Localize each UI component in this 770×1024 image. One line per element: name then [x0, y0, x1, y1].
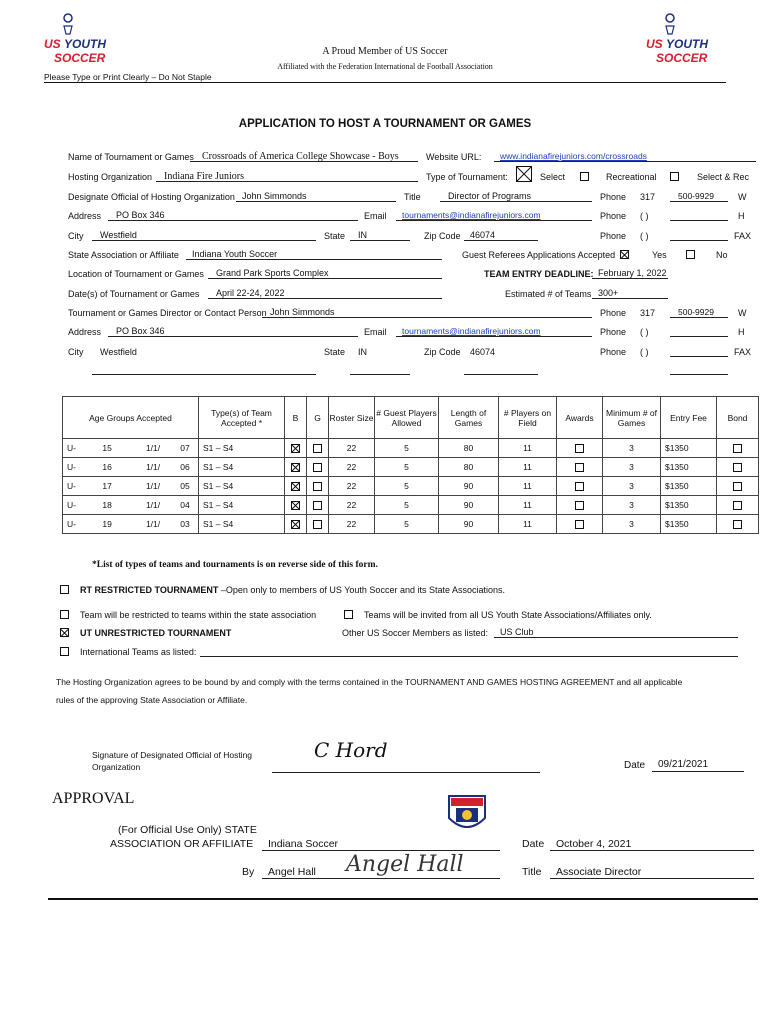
cell-u: U-	[63, 458, 99, 477]
cell-bond-checkbox[interactable]	[717, 458, 759, 477]
cell-roster: 22	[329, 439, 375, 458]
no-label: No	[716, 250, 728, 260]
header-divider	[44, 82, 726, 83]
director-label: Tournament or Games Director or Contact Person	[68, 308, 267, 318]
cell-boys-checkbox[interactable]	[285, 458, 307, 477]
d-city-label: City	[68, 347, 84, 357]
d-phone-fax-paren: ( )	[640, 347, 649, 357]
hosting-value: Indiana Fire Juniors	[164, 171, 244, 182]
empty-box-icon[interactable]	[733, 501, 742, 510]
cell-girls-checkbox[interactable]	[307, 439, 329, 458]
sig-date-label: Date	[624, 760, 646, 771]
svg-text:US: US	[646, 37, 663, 51]
state-label: State	[324, 231, 346, 241]
hosting-signature: C Hord	[314, 738, 388, 762]
cell-date: 1/1/	[134, 515, 172, 534]
cell-awards-checkbox[interactable]	[557, 515, 603, 534]
recreational-checkbox[interactable]	[580, 172, 589, 181]
cell-u: U-	[63, 496, 99, 515]
checked-box-icon[interactable]	[291, 520, 300, 529]
empty-box-icon[interactable]	[575, 501, 584, 510]
zip-value: 46074	[470, 230, 496, 240]
cell-roster: 22	[329, 458, 375, 477]
cell-u: U-	[63, 439, 99, 458]
cell-bond-checkbox[interactable]	[717, 477, 759, 496]
designate-label: Designate Official of Hosting Organization	[68, 192, 235, 202]
cell-min-games: 3	[603, 477, 661, 496]
cell-girls-checkbox[interactable]	[307, 515, 329, 534]
cell-length: 90	[439, 496, 499, 515]
th-awards: Awards	[557, 397, 603, 439]
cell-min-games: 3	[603, 496, 661, 515]
list-note: *List of types of teams and tournaments is on reverse side of this form.	[92, 560, 378, 570]
cell-min-games: 3	[603, 439, 661, 458]
d-email-value[interactable]: tournaments@indianafirejuniors.com	[402, 326, 541, 336]
footer-divider	[48, 898, 758, 900]
international-checkbox[interactable]	[60, 647, 69, 656]
cell-type: S1 – S4	[199, 515, 285, 534]
blank-line-3	[464, 374, 538, 375]
cell-bond-checkbox[interactable]	[717, 496, 759, 515]
th-g: G	[307, 397, 329, 439]
cell-players: 11	[499, 496, 557, 515]
cell-type: S1 – S4	[199, 439, 285, 458]
cell-awards-checkbox[interactable]	[557, 458, 603, 477]
empty-box-icon[interactable]	[313, 463, 322, 472]
svg-text:SOCCER: SOCCER	[54, 51, 106, 65]
th-players: # Players on Field	[499, 397, 557, 439]
table-row	[63, 458, 759, 477]
empty-box-icon[interactable]	[733, 520, 742, 529]
cell-fee: $1350	[661, 477, 717, 496]
d-w-label: W	[738, 308, 747, 318]
cell-guest: 5	[375, 477, 439, 496]
cell-girls-checkbox[interactable]	[307, 458, 329, 477]
cell-u: U-	[63, 477, 99, 496]
cell-length: 80	[439, 439, 499, 458]
cell-awards-checkbox[interactable]	[557, 477, 603, 496]
guest-ref-label: Guest Referees Applications Accepted	[462, 250, 616, 260]
website-label: Website URL:	[426, 152, 482, 162]
cell-year: 06	[172, 458, 199, 477]
rt-rest: –Open only to members of US Youth Soccer and its State Associations.	[218, 585, 506, 595]
recreational-label: Recreational	[606, 172, 657, 182]
sig-date-value: 09/21/2021	[658, 759, 709, 770]
fax-label: FAX	[734, 231, 752, 241]
invited-label: Teams will be invited from all US Youth State Associations/Affiliates only.	[364, 610, 652, 620]
th-types: Type(s) of Team Accepted *	[199, 397, 285, 439]
th-b: B	[285, 397, 307, 439]
empty-box-icon[interactable]	[575, 463, 584, 472]
director-value: John Simmonds	[270, 307, 335, 317]
empty-box-icon[interactable]	[733, 444, 742, 453]
yes-label: Yes	[652, 250, 667, 260]
select-checkbox-checked[interactable]	[516, 166, 532, 182]
th-entry-fee: Entry Fee	[661, 397, 717, 439]
cell-date: 1/1/	[134, 477, 172, 496]
affiliated-text: Affiliated with the Federation International de Football Association	[277, 62, 493, 71]
international-label: International Teams as listed:	[80, 647, 197, 657]
address-value: PO Box 346	[116, 210, 165, 220]
fax-field[interactable]	[670, 229, 728, 241]
d-fax-field[interactable]	[670, 345, 728, 357]
checked-box-icon[interactable]	[291, 463, 300, 472]
rt-checkbox[interactable]	[60, 585, 69, 594]
other-members-label: Other US Soccer Members as listed:	[342, 628, 489, 638]
age-groups-table	[62, 396, 759, 534]
cell-awards-checkbox[interactable]	[557, 496, 603, 515]
w-label: W	[738, 192, 747, 202]
d-address-value: PO Box 346	[116, 326, 165, 336]
cell-fee: $1350	[661, 439, 717, 458]
d-city-value: Westfield	[100, 347, 137, 357]
deadline-label: TEAM ENTRY DEADLINE:	[484, 269, 594, 279]
phone-fax-paren: ( )	[640, 231, 649, 241]
d-phone-h-field[interactable]	[670, 325, 728, 337]
blank-line-4	[670, 374, 728, 375]
empty-box-icon[interactable]	[575, 520, 584, 529]
approval-title-label: Title	[522, 866, 542, 878]
d-address-label: Address	[68, 327, 102, 337]
checked-box-icon[interactable]	[291, 501, 300, 510]
official-use-1: (For Official Use Only) STATE	[118, 824, 257, 836]
cell-fee: $1350	[661, 496, 717, 515]
cell-guest: 5	[375, 458, 439, 477]
phone-h-paren: ( )	[640, 211, 649, 221]
table-row	[63, 439, 759, 458]
state-restricted-checkbox[interactable]	[60, 610, 69, 619]
email-value[interactable]: tournaments@indianafirejuniors.com	[402, 210, 541, 220]
dates-label: Date(s) of Tournament or Games	[68, 289, 200, 299]
cell-girls-checkbox[interactable]	[307, 477, 329, 496]
cell-age: 16	[98, 458, 134, 477]
approval-signature: Angel Hall	[346, 852, 464, 877]
name-label: Name of Tournament or Games	[68, 152, 194, 162]
d-phone-h-paren: ( )	[640, 327, 649, 337]
th-roster: Roster Size	[329, 397, 375, 439]
cell-year: 04	[172, 496, 199, 515]
d-zip-value: 46074	[470, 347, 496, 357]
table-row	[63, 515, 759, 534]
empty-box-icon[interactable]	[733, 482, 742, 491]
select-rec-checkbox[interactable]	[670, 172, 679, 181]
proud-member-text: A Proud Member of US Soccer	[322, 46, 448, 57]
d-email-label: Email	[364, 327, 387, 337]
zip-label: Zip Code	[424, 231, 461, 241]
cell-guest: 5	[375, 515, 439, 534]
d-phone-number: 500-9929	[678, 307, 714, 317]
d-zip-label: Zip Code	[424, 347, 461, 357]
cell-roster: 22	[329, 477, 375, 496]
approval-title-value: Associate Director	[556, 866, 642, 878]
cell-date: 1/1/	[134, 439, 172, 458]
cell-age: 17	[98, 477, 134, 496]
cell-guest: 5	[375, 496, 439, 515]
select-label: Select	[540, 172, 566, 182]
international-field[interactable]	[200, 645, 738, 657]
assoc-label: State Association or Affiliate	[68, 250, 179, 260]
cell-length: 90	[439, 515, 499, 534]
cell-fee: $1350	[661, 515, 717, 534]
empty-box-icon[interactable]	[313, 520, 322, 529]
location-value: Grand Park Sports Complex	[216, 268, 329, 278]
other-members-value: US Club	[500, 627, 534, 637]
d-phone-label: Phone	[600, 308, 627, 318]
select-rec-label: Select & Rec	[697, 172, 750, 182]
empty-box-icon[interactable]	[733, 463, 742, 472]
cell-min-games: 3	[603, 515, 661, 534]
hosting-label: Hosting Organization	[68, 172, 153, 182]
cell-year: 05	[172, 477, 199, 496]
cell-year: 07	[172, 439, 199, 458]
d-fax-label: FAX	[734, 347, 752, 357]
ut-checkbox[interactable]	[60, 628, 69, 637]
approval-assoc-value: Indiana Soccer	[268, 838, 339, 850]
website-value[interactable]: www.indianafirejuniors.com/crossroads	[500, 151, 647, 161]
agreement-line-1: The Hosting Organization agrees to be bound by and comply with the terms contained in the TOURNAMENT AND GAMES HOSTING AGREEMENT and all applicable	[56, 677, 683, 687]
th-length: Length of Games	[439, 397, 499, 439]
svg-text:YOUTH: YOUTH	[666, 37, 708, 51]
location-label: Location of Tournament or Games	[68, 269, 204, 279]
state-value: IN	[358, 230, 367, 240]
table-row	[63, 496, 759, 515]
empty-box-icon[interactable]	[575, 482, 584, 491]
empty-box-icon[interactable]	[575, 444, 584, 453]
cell-age: 18	[98, 496, 134, 515]
cell-roster: 22	[329, 496, 375, 515]
cell-players: 11	[499, 515, 557, 534]
cell-year: 03	[172, 515, 199, 534]
ut-label: UT UNRESTRICTED TOURNAMENT	[80, 628, 232, 638]
blank-line-2	[350, 374, 410, 375]
d-state-value: IN	[358, 347, 367, 357]
phone-area: 317	[640, 192, 656, 202]
address-label: Address	[68, 211, 102, 221]
title-value: Director of Programs	[448, 191, 532, 201]
est-teams-label: Estimated # of Teams	[505, 289, 592, 299]
signature-label-2: Organization	[92, 762, 141, 772]
by-value: Angel Hall	[268, 866, 316, 878]
th-age-groups: Age Groups Accepted	[63, 397, 199, 439]
title-label: Title	[404, 192, 421, 202]
cell-type: S1 – S4	[199, 458, 285, 477]
cell-guest: 5	[375, 439, 439, 458]
cell-players: 11	[499, 477, 557, 496]
empty-box-icon[interactable]	[313, 501, 322, 510]
indiana-soccer-seal	[446, 790, 488, 836]
blank-line-1	[92, 374, 316, 375]
cell-fee: $1350	[661, 458, 717, 477]
d-phone-h-label: Phone	[600, 327, 627, 337]
deadline-value: February 1, 2022	[598, 268, 667, 278]
cell-bond-checkbox[interactable]	[717, 439, 759, 458]
cell-boys-checkbox[interactable]	[285, 515, 307, 534]
rt-text	[80, 585, 505, 595]
signature-line[interactable]	[272, 772, 540, 773]
instruction-text: Please Type or Print Clearly – Do Not Staple	[44, 72, 212, 82]
cell-length: 80	[439, 458, 499, 477]
cell-u: U-	[63, 515, 99, 534]
city-value: Westfield	[100, 230, 137, 240]
state-restricted-label: Team will be restricted to teams within the state association	[80, 610, 317, 620]
guest-ref-yes-checkbox[interactable]	[620, 250, 629, 259]
approval-date-label: Date	[522, 838, 545, 850]
empty-box-icon[interactable]	[313, 444, 322, 453]
by-label: By	[242, 866, 255, 878]
empty-box-icon[interactable]	[313, 482, 322, 491]
th-min-games: Minimum # of Games	[603, 397, 661, 439]
d-h-label: H	[738, 327, 745, 337]
approval-date-value: October 4, 2021	[556, 838, 632, 850]
checked-box-icon[interactable]	[291, 444, 300, 453]
cell-type: S1 – S4	[199, 496, 285, 515]
d-phone-fax-label: Phone	[600, 347, 627, 357]
cell-boys-checkbox[interactable]	[285, 496, 307, 515]
approval-heading: APPROVAL	[52, 790, 135, 807]
cell-length: 90	[439, 477, 499, 496]
type-label: Type of Tournament:	[426, 172, 508, 182]
phone-h-field[interactable]	[670, 209, 728, 221]
th-guest: # Guest Players Allowed	[375, 397, 439, 439]
svg-text:US: US	[44, 37, 61, 51]
rt-bold: RT RESTRICTED TOURNAMENT	[80, 585, 219, 595]
table-row	[63, 477, 759, 496]
dates-value: April 22-24, 2022	[216, 288, 285, 298]
cell-age: 15	[98, 439, 134, 458]
cell-type: S1 – S4	[199, 477, 285, 496]
phone-h-label: Phone	[600, 211, 627, 221]
invited-checkbox[interactable]	[344, 610, 353, 619]
official-use-2: ASSOCIATION OR AFFILIATE	[110, 838, 254, 850]
phone-number: 500-9929	[678, 191, 714, 201]
cell-min-games: 3	[603, 458, 661, 477]
name-value: Crossroads of America College Showcase - Boys	[202, 151, 399, 162]
page-title: APPLICATION TO HOST A TOURNAMENT OR GAMES	[238, 118, 532, 130]
cell-boys-checkbox[interactable]	[285, 439, 307, 458]
checked-box-icon[interactable]	[291, 482, 300, 491]
cell-players: 11	[499, 458, 557, 477]
svg-text:SOCCER: SOCCER	[656, 51, 708, 65]
signature-label-1: Signature of Designated Official of Hosting	[92, 750, 253, 760]
designate-value: John Simmonds	[242, 191, 307, 201]
d-state-label: State	[324, 347, 346, 357]
email-label: Email	[364, 211, 387, 221]
phone-fax-label: Phone	[600, 231, 627, 241]
cell-boys-checkbox[interactable]	[285, 477, 307, 496]
th-bond: Bond	[717, 397, 759, 439]
cell-date: 1/1/	[134, 458, 172, 477]
svg-text:YOUTH: YOUTH	[64, 37, 106, 51]
cell-age: 19	[98, 515, 134, 534]
cell-roster: 22	[329, 515, 375, 534]
assoc-value: Indiana Youth Soccer	[192, 249, 278, 259]
guest-ref-no-checkbox[interactable]	[686, 250, 695, 259]
cell-awards-checkbox[interactable]	[557, 439, 603, 458]
agreement-line-2: rules of the approving State Association or Affiliate.	[56, 695, 248, 705]
phone-label: Phone	[600, 192, 627, 202]
cell-girls-checkbox[interactable]	[307, 496, 329, 515]
cell-date: 1/1/	[134, 496, 172, 515]
h-label: H	[738, 211, 745, 221]
d-phone-area: 317	[640, 308, 656, 318]
city-label: City	[68, 231, 84, 241]
cell-players: 11	[499, 439, 557, 458]
cell-bond-checkbox[interactable]	[717, 515, 759, 534]
est-teams-value: 300+	[598, 288, 619, 298]
